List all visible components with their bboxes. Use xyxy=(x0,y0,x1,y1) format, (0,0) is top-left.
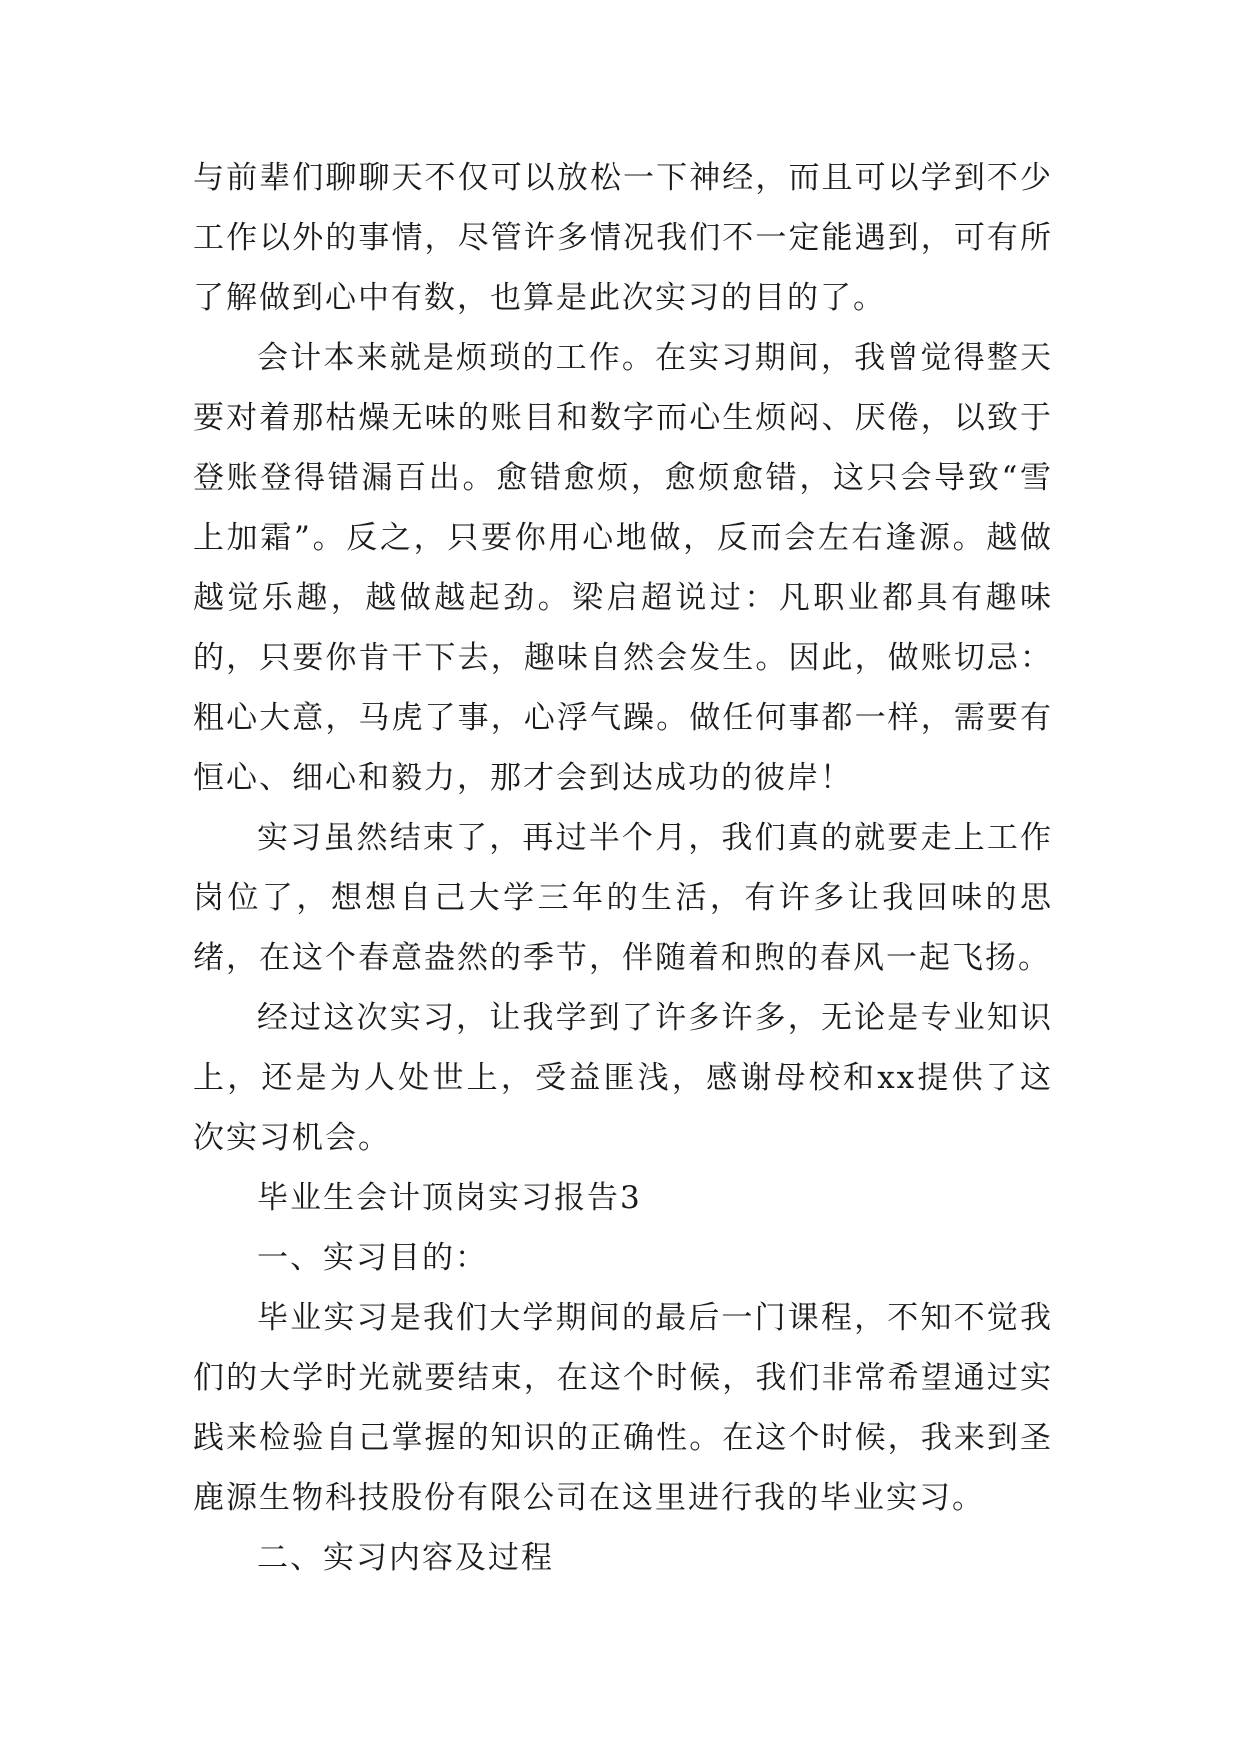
paragraph-accounting-tedious: 会计本来就是烦琐的工作。在实习期间，我曾觉得整天要对着那枯燥无味的账目和数字而心生烦闷、厌倦，以致于登账登得错漏百出。愈错愈烦，愈烦愈错，这只会导致“雪上加霜”。反之，只要你用心地做，反而会左右逢源。越做越觉乐趣，越做越起劲。梁启超说过：凡职业都具有趣味的，只要你肯干下去，趣味自然会发生。因此，做账切忌：粗心大意，马虎了事，心浮气躁。做任何事都一样，需要有恒心、细心和毅力，那才会到达成功的彼岸！ xyxy=(193,340,1053,796)
paragraph-internship-purpose: 毕业实习是我们大学期间的最后一门课程，不知不觉我们的大学时光就要结束，在这个时候，我们非常希望通过实践来检验自己掌握的知识的正确性。在这个时候，我来到圣鹿源生物科技股份有限公司在这里进行我的毕业实习。 xyxy=(193,1300,1053,1516)
paragraph-internship-ended: 实习虽然结束了，再过半个月，我们真的就要走上工作岗位了，想想自己大学三年的生活，有许多让我回味的思绪，在这个春意盎然的季节，伴随着和煦的春风一起飞扬。 xyxy=(193,820,1053,976)
report-title: 毕业生会计顶岗实习报告3 xyxy=(257,1180,642,1216)
section-heading-content-process: 二、实习内容及过程 xyxy=(257,1540,554,1576)
document-body xyxy=(193,148,1053,1588)
paragraph-chat-with-seniors: 与前辈们聊聊天不仅可以放松一下神经，而且可以学到不少工作以外的事情，尽管许多情况我们不一定能遇到，可有所了解做到心中有数，也算是此次实习的目的了。 xyxy=(193,160,1053,316)
paragraph-learned-a-lot: 经过这次实习，让我学到了许多许多，无论是专业知识上，还是为人处世上，受益匪浅，感谢母校和xx提供了这次实习机会。 xyxy=(193,1000,1053,1156)
section-heading-purpose: 一、实习目的： xyxy=(257,1240,488,1276)
